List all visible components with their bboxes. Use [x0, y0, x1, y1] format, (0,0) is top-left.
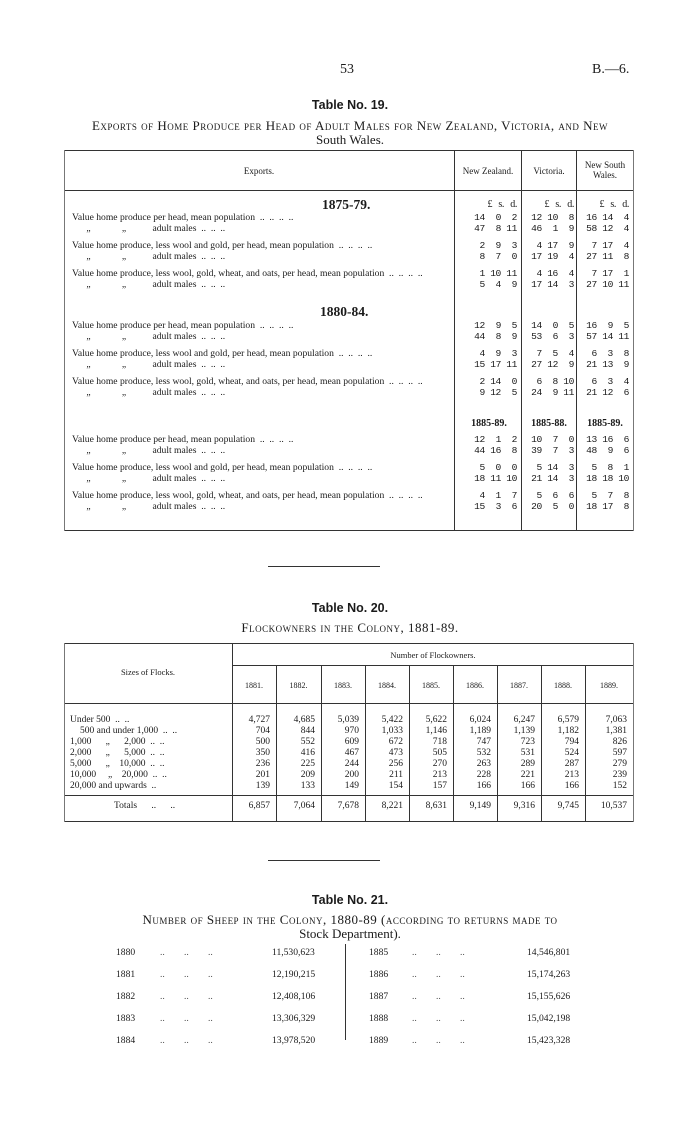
- export-row-label: [72, 212, 458, 234]
- sheep-year: 1882: [116, 991, 136, 1002]
- year-header: 1888.: [554, 681, 572, 690]
- value-nz: 5 4 9: [479, 279, 517, 290]
- sheep-count: 15,423,328: [527, 1035, 571, 1046]
- value-vic: 21 14 3: [531, 473, 574, 484]
- flock-size-label: Under 500 .. ..: [70, 715, 130, 725]
- value-nz: 18 11 10: [474, 473, 517, 484]
- value-vic: 20 5 0: [531, 501, 574, 512]
- export-row-label: [72, 320, 458, 342]
- value-vic: 4 17 9: [536, 240, 574, 251]
- flockowner-count: 236: [255, 759, 270, 769]
- flockowner-count: 213: [432, 770, 447, 780]
- value-nsw: 21 12 6: [586, 387, 629, 398]
- section-divider: [268, 860, 380, 861]
- export-row-label: [72, 490, 458, 512]
- value-vic: 39 7 3: [531, 445, 574, 456]
- value-nsw: 16 9 5: [586, 320, 629, 331]
- sheep-count: 14,546,801: [527, 947, 571, 958]
- value-nsw: 16 14 4: [586, 212, 629, 223]
- row-label-line1: Value home produce, less wool, gold, wheat, and oats, per head, mean population .. .. .. ..: [72, 268, 423, 279]
- value-vic: 10 7 0: [531, 434, 574, 445]
- flockowner-count: 597: [612, 748, 627, 758]
- flockowner-count: 4,685: [293, 715, 315, 725]
- value-nz: 12 9 5: [474, 320, 517, 331]
- leader-dots: .. .. ..: [412, 991, 465, 1002]
- row-label-line1: Value home produce, less wool and gold, per head, mean population .. .. .. ..: [72, 348, 373, 359]
- period-title-vic: 1885-88.: [531, 418, 567, 429]
- value-nsw: 27 10 11: [586, 279, 629, 290]
- period-title: 1880-84.: [320, 304, 369, 319]
- leader-dots: .. .. ..: [412, 1035, 465, 1046]
- flockowner-count: 166: [476, 781, 491, 791]
- sheep-year: 1888: [369, 1013, 389, 1024]
- flockowner-count: 256: [388, 759, 403, 769]
- leader-dots: .. .. ..: [160, 1035, 213, 1046]
- year-header: 1889.: [600, 681, 618, 690]
- total-count: 10,537: [600, 801, 627, 811]
- page-reference: B.—6.: [592, 62, 630, 77]
- header-exports: Exports.: [243, 166, 275, 176]
- sheep-count: 15,174,263: [527, 969, 571, 980]
- year-header: 1884.: [378, 681, 396, 690]
- value-nz: 4 9 3: [479, 348, 517, 359]
- value-nsw: 7 17 4: [591, 240, 629, 251]
- row-label-line2: „ „ adult males .. .. ..: [72, 445, 226, 456]
- flockowner-count: 473: [388, 748, 403, 758]
- total-count: 9,149: [469, 801, 491, 811]
- period-title-nz: 1885-89.: [471, 418, 507, 429]
- total-count: 9,316: [513, 801, 535, 811]
- leader-dots: .. .. ..: [412, 1013, 465, 1024]
- flockowner-count: 133: [300, 781, 315, 791]
- table21-caption-line2: Stock Department).: [299, 926, 401, 941]
- table20-caption: Flockowners in the Colony, 1881-89.: [241, 620, 459, 635]
- row-label-line1: Value home produce, less wool and gold, per head, mean population .. .. .. ..: [72, 240, 373, 251]
- table21-caption: Number of Sheep in the Colony, 1880-89 (according to returns made to: [142, 912, 558, 927]
- value-vic: 6 8 10: [536, 376, 574, 387]
- value-nsw: 6 3 4: [591, 376, 629, 387]
- flock-size-label: 5,000 „ 10,000 .. ..: [70, 759, 165, 769]
- flock-size-label: 500 and under 1,000 .. ..: [80, 726, 178, 736]
- flockowner-count: 826: [612, 737, 627, 747]
- value-nsw: 7 17 1: [591, 268, 629, 279]
- value-nz: 2 14 0: [479, 376, 517, 387]
- flockowner-count: 5,039: [337, 715, 359, 725]
- value-nz: 5 0 0: [479, 462, 517, 473]
- sheep-count: 11,530,623: [272, 947, 315, 958]
- row-label-line2: „ „ adult males .. .. ..: [72, 473, 226, 484]
- row-label-line1: Value home produce per head, mean population .. .. .. ..: [72, 434, 294, 445]
- flockowner-count: 201: [255, 770, 270, 780]
- flockowner-count: 531: [520, 748, 535, 758]
- total-count: 8,221: [381, 801, 403, 811]
- table19-title: Table No. 19.: [311, 98, 389, 112]
- export-row-label: [72, 434, 458, 456]
- sheep-year: 1886: [369, 969, 389, 980]
- flockowner-count: 149: [344, 781, 359, 791]
- flockowner-count: 1,182: [557, 726, 579, 736]
- sheep-count: 15,042,198: [527, 1013, 571, 1024]
- flockowner-count: 747: [476, 737, 491, 747]
- header-sizes-of-flocks: Sizes of Flocks.: [120, 667, 176, 677]
- year-header: 1885.: [422, 681, 440, 690]
- row-label-line1: Value home produce, less wool, gold, wheat, and oats, per head, mean population .. .. .. ..: [72, 490, 423, 501]
- flockowner-count: 200: [344, 770, 359, 780]
- value-vic: 12 10 8: [531, 212, 574, 223]
- flockowner-count: 239: [612, 770, 627, 780]
- page-number: 53: [340, 62, 354, 77]
- flockowner-count: 154: [388, 781, 403, 791]
- header-victoria: Victoria.: [533, 166, 565, 176]
- flockowner-count: 225: [300, 759, 315, 769]
- flockowner-count: 157: [432, 781, 447, 791]
- table19-caption-line2: South Wales.: [315, 132, 385, 147]
- value-nsw: 13 16 6: [586, 434, 629, 445]
- total-count: 7,064: [293, 801, 315, 811]
- value-nsw: 5 8 1: [591, 462, 629, 473]
- flockowner-count: 263: [476, 759, 491, 769]
- value-vic: 17 19 4: [531, 251, 574, 262]
- flockowner-count: 500: [255, 737, 270, 747]
- value-vic: 5 6 6: [536, 490, 574, 501]
- leader-dots: .. .. ..: [160, 1013, 213, 1024]
- value-nz: 14 0 2: [474, 212, 517, 223]
- value-nsw: 5 7 8: [591, 490, 629, 501]
- year-header: 1886.: [466, 681, 484, 690]
- table20-title: Table No. 20.: [311, 601, 389, 615]
- value-nz: 47 8 11: [474, 223, 517, 234]
- flockowner-count: 524: [564, 748, 579, 758]
- table20: [64, 643, 634, 823]
- flockowner-count: 152: [612, 781, 627, 791]
- flockowner-count: 211: [389, 770, 403, 780]
- export-row-label: [72, 240, 458, 262]
- value-nz: 12 1 2: [474, 434, 517, 445]
- flockowner-count: 1,139: [513, 726, 535, 736]
- row-label-line1: Value home produce per head, mean population .. .. .. ..: [72, 320, 294, 331]
- flockowner-count: 1,381: [605, 726, 627, 736]
- flockowner-count: 704: [255, 726, 270, 736]
- flock-size-label: 20,000 and upwards ..: [70, 781, 157, 791]
- flockowner-count: 794: [564, 737, 579, 747]
- value-nz: 2 9 3: [479, 240, 517, 251]
- flockowner-count: 718: [432, 737, 447, 747]
- sheep-year: 1889: [369, 1035, 389, 1046]
- value-nsw: 18 18 10: [586, 473, 629, 484]
- row-label-line2: „ „ adult males .. .. ..: [72, 251, 226, 262]
- row-label-line1: Value home produce, less wool, gold, wheat, and oats, per head, mean population .. .. .. ..: [72, 376, 423, 387]
- flockowner-count: 1,189: [469, 726, 491, 736]
- value-vic: 4 16 4: [536, 268, 574, 279]
- leader-dots: .. .. ..: [160, 969, 213, 980]
- flockowner-count: 166: [564, 781, 579, 791]
- row-label-line2: „ „ adult males .. .. ..: [72, 501, 226, 512]
- units-vic: £ s. d.: [544, 199, 574, 210]
- export-row-label: [72, 268, 458, 290]
- value-nz: 9 12 5: [479, 387, 517, 398]
- leader-dots: .. .. ..: [412, 969, 465, 980]
- sheep-count: 13,978,520: [272, 1035, 316, 1046]
- value-nz: 1 10 11: [479, 268, 517, 279]
- value-vic: 46 1 9: [531, 223, 574, 234]
- flockowner-count: 209: [300, 770, 315, 780]
- value-vic: 24 9 11: [531, 387, 574, 398]
- value-nz: 8 7 0: [479, 251, 517, 262]
- flock-size-label: 2,000 „ 5,000 .. ..: [70, 748, 165, 758]
- value-nsw: 18 17 8: [586, 501, 629, 512]
- flockowner-count: 1,033: [381, 726, 403, 736]
- table19: [64, 150, 634, 531]
- sheep-year: 1880: [116, 947, 136, 958]
- value-vic: 14 0 5: [531, 320, 574, 331]
- flockowner-count: 5,622: [425, 715, 447, 725]
- value-nsw: 21 13 9: [586, 359, 629, 370]
- units-nsw: £ s. d.: [599, 199, 629, 210]
- flockowner-count: 4,727: [248, 715, 270, 725]
- flockowner-count: 350: [255, 748, 270, 758]
- table21-title: Table No. 21.: [311, 893, 389, 907]
- flockowner-count: 289: [520, 759, 535, 769]
- flock-size-label: 10,000 „ 20,000 .. ..: [70, 770, 167, 780]
- export-row-label: [72, 376, 458, 398]
- total-count: 6,857: [248, 801, 270, 811]
- flockowner-count: 552: [300, 737, 315, 747]
- value-nz: 44 8 9: [474, 331, 517, 342]
- sheep-year: 1887: [369, 991, 389, 1002]
- flockowner-count: 467: [344, 748, 359, 758]
- period-title-nsw: 1885-89.: [587, 418, 623, 429]
- flockowner-count: 416: [300, 748, 315, 758]
- value-vic: 17 14 3: [531, 279, 574, 290]
- sheep-year: 1884: [116, 1035, 136, 1046]
- sheep-count: 12,408,106: [272, 991, 316, 1002]
- flock-size-label: 1,000 „ 2,000 .. ..: [70, 737, 165, 747]
- flockowner-count: 228: [476, 770, 491, 780]
- value-nz: 4 1 7: [479, 490, 517, 501]
- flockowner-count: 221: [520, 770, 535, 780]
- value-nz: 44 16 8: [474, 445, 517, 456]
- flockowner-count: 1,146: [425, 726, 447, 736]
- flockowner-count: 279: [612, 759, 627, 769]
- flockowner-count: 270: [432, 759, 447, 769]
- table21-divider: [345, 944, 346, 1040]
- sheep-year: 1885: [369, 947, 389, 958]
- row-label-line2: „ „ adult males .. .. ..: [72, 387, 226, 398]
- row-label-line2: „ „ adult males .. .. ..: [72, 279, 226, 290]
- flockowner-count: 6,247: [513, 715, 535, 725]
- value-nsw: 27 11 8: [586, 251, 629, 262]
- flockowner-count: 505: [432, 748, 447, 758]
- value-nsw: 58 12 4: [586, 223, 629, 234]
- total-count: 7,678: [337, 801, 359, 811]
- flockowner-count: 723: [520, 737, 535, 747]
- value-vic: 53 6 3: [531, 331, 574, 342]
- flockowner-count: 7,063: [605, 715, 627, 725]
- flockowner-count: 6,024: [469, 715, 491, 725]
- year-header: 1881.: [245, 681, 263, 690]
- period-title: 1875-79.: [322, 197, 371, 212]
- row-label-line2: „ „ adult males .. .. ..: [72, 223, 226, 234]
- flockowner-count: 844: [300, 726, 315, 736]
- flockowner-count: 532: [476, 748, 491, 758]
- flockowner-count: 970: [344, 726, 359, 736]
- total-count: 9,745: [557, 801, 579, 811]
- row-label-line1: Value home produce per head, mean population .. .. .. ..: [72, 212, 294, 223]
- value-nz: 15 3 6: [474, 501, 517, 512]
- header-new-south-wales: New South Wales.: [584, 160, 626, 180]
- sheep-count: 15,155,626: [527, 991, 571, 1002]
- flockowner-count: 166: [520, 781, 535, 791]
- flockowner-count: 672: [388, 737, 403, 747]
- row-label-line2: „ „ adult males .. .. ..: [72, 331, 226, 342]
- export-row-label: [72, 348, 458, 370]
- section-divider: [268, 566, 380, 567]
- value-vic: 27 12 9: [531, 359, 574, 370]
- header-number-of-flockowners: Number of Flockowners.: [390, 650, 476, 660]
- value-nz: 15 17 11: [474, 359, 517, 370]
- value-vic: 7 5 4: [536, 348, 574, 359]
- sheep-count: 13,306,329: [272, 1013, 316, 1024]
- flockowner-count: 287: [564, 759, 579, 769]
- flockowner-count: 244: [344, 759, 359, 769]
- leader-dots: .. .. ..: [412, 947, 465, 958]
- flockowner-count: 609: [344, 737, 359, 747]
- value-nsw: 57 14 11: [586, 331, 629, 342]
- value-nsw: 48 9 6: [586, 445, 629, 456]
- row-label-line2: „ „ adult males .. .. ..: [72, 359, 226, 370]
- leader-dots: .. .. ..: [160, 947, 213, 958]
- year-header: 1887.: [510, 681, 528, 690]
- header-new-zealand: New Zealand.: [462, 166, 514, 176]
- value-nsw: 6 3 8: [591, 348, 629, 359]
- totals-label: Totals .. ..: [114, 801, 176, 811]
- flockowner-count: 213: [564, 770, 579, 780]
- flockowner-count: 139: [255, 781, 270, 791]
- total-count: 8,631: [425, 801, 447, 811]
- leader-dots: .. .. ..: [160, 991, 213, 1002]
- sheep-year: 1881: [116, 969, 136, 980]
- units-nz: £ s. d.: [487, 199, 517, 210]
- year-header: 1883.: [334, 681, 352, 690]
- row-label-line1: Value home produce, less wool and gold, per head, mean population .. .. .. ..: [72, 462, 373, 473]
- sheep-year: 1883: [116, 1013, 136, 1024]
- value-vic: 5 14 3: [536, 462, 574, 473]
- table19-caption: Exports of Home Produce per Head of Adult Males for New Zealand, Victoria, and New: [91, 118, 609, 133]
- year-header: 1882.: [289, 681, 308, 690]
- sheep-count: 12,190,215: [272, 969, 316, 980]
- export-row-label: [72, 462, 458, 484]
- flockowner-count: 6,579: [557, 715, 579, 725]
- flockowner-count: 5,422: [381, 715, 403, 725]
